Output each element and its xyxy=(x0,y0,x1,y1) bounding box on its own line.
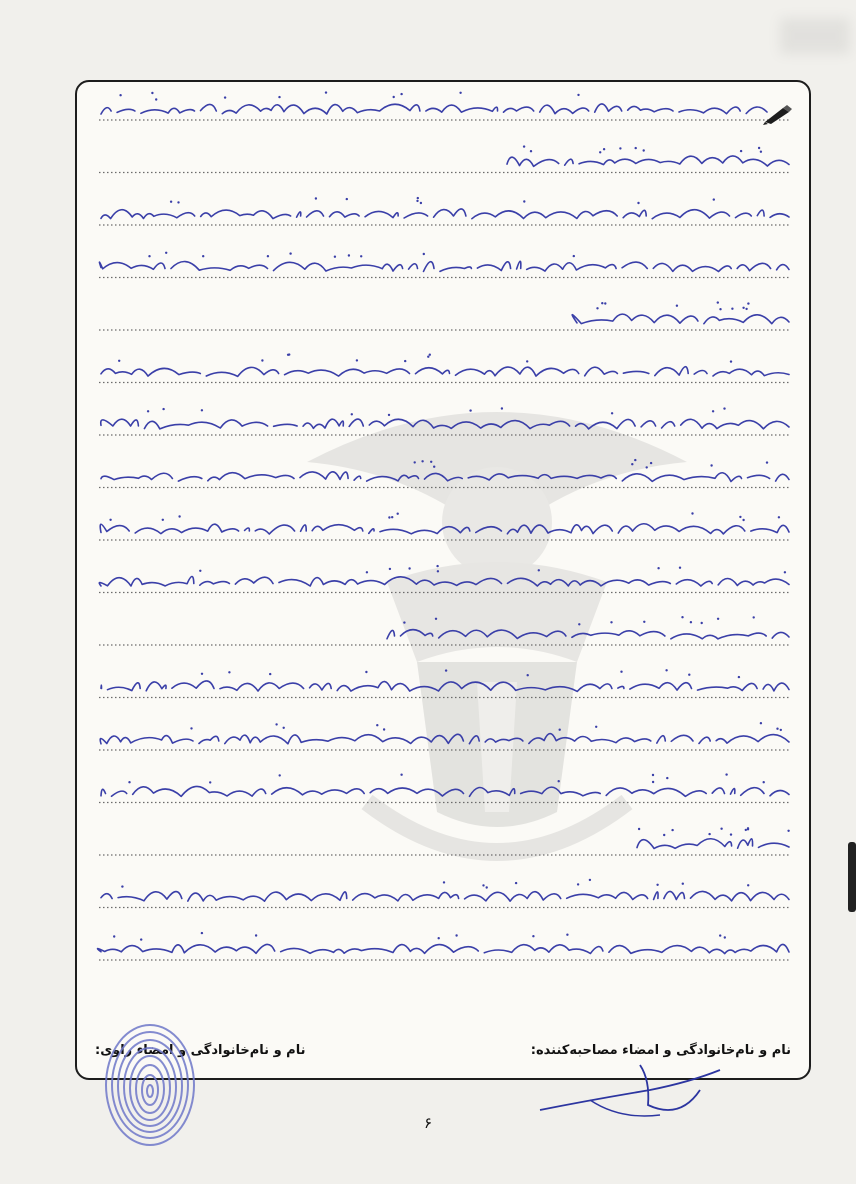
handwriting-dot xyxy=(603,148,605,150)
handwriting-dot xyxy=(631,463,633,465)
handwriting-dot xyxy=(421,460,423,462)
handwriting-dot xyxy=(155,98,157,100)
handwriting-dot xyxy=(420,202,422,204)
handwriting-dot xyxy=(635,147,637,149)
handwritten-line xyxy=(507,156,789,166)
handwriting-dot xyxy=(650,462,652,464)
handwriting-dot xyxy=(720,828,722,830)
handwriting-dot xyxy=(289,252,291,254)
handwriting-dot xyxy=(346,198,348,200)
handwriting-dot xyxy=(469,409,471,411)
handwriting-dot xyxy=(433,466,435,468)
handwriting-dot xyxy=(278,96,280,98)
handwriting-dot xyxy=(435,618,437,620)
handwriting-dot xyxy=(423,253,425,255)
handwriting-dot xyxy=(443,881,445,883)
handwriting-dot xyxy=(566,934,568,936)
handwriting-dot xyxy=(515,882,517,884)
handwriting-dot xyxy=(393,96,395,98)
handwriting-dot xyxy=(610,621,612,623)
handwriting-dot xyxy=(190,727,192,729)
handwriting-dot xyxy=(201,932,203,934)
handwriting-dot xyxy=(416,200,418,202)
handwriting-dot xyxy=(740,150,742,152)
handwriting-dot xyxy=(712,410,714,412)
handwritten-line xyxy=(101,786,789,796)
handwriting-dot xyxy=(255,934,257,936)
handwriting-dot xyxy=(417,197,419,199)
handwriting-dot xyxy=(717,618,719,620)
handwriting-dot xyxy=(747,302,749,304)
handwritten-line xyxy=(98,944,789,953)
handwriting-dot xyxy=(224,96,226,98)
handwriting-dot xyxy=(482,884,484,886)
handwriting-dot xyxy=(578,623,580,625)
handwriting-dot xyxy=(784,571,786,573)
handwritten-line xyxy=(95,261,789,271)
handwriting-dot xyxy=(601,302,603,304)
handwriting-dot xyxy=(376,724,378,726)
handwriting-dot xyxy=(148,255,150,257)
handwriting-dot xyxy=(577,883,579,885)
handwriting-dot xyxy=(199,570,201,572)
handwriting-dot xyxy=(679,567,681,569)
handwritten-line xyxy=(387,630,789,639)
handwriting-dot xyxy=(747,884,749,886)
handwritten-line xyxy=(101,367,789,377)
handwriting-dot xyxy=(118,360,120,362)
handwriting-dot xyxy=(596,307,598,309)
handwriting-dot xyxy=(408,567,410,569)
handwriting-dot xyxy=(719,308,721,310)
handwriting-dot xyxy=(638,828,640,830)
handwritten-line xyxy=(101,472,789,482)
handwriting-dot xyxy=(634,459,636,461)
handwriting-dot xyxy=(657,567,659,569)
handwriting-dot xyxy=(523,145,525,147)
handwriting-dot xyxy=(710,464,712,466)
handwriting-dot xyxy=(445,669,447,671)
handwriting-dot xyxy=(577,94,579,96)
handwriting-dot xyxy=(201,409,203,411)
handwriting-dot xyxy=(315,197,317,199)
handwriting-dot xyxy=(128,781,130,783)
handwriting-dot xyxy=(501,407,503,409)
handwriting-dot xyxy=(527,674,529,676)
handwriting-dot xyxy=(708,833,710,835)
handwriting-dot xyxy=(688,674,690,676)
handwriting-dot xyxy=(201,673,203,675)
handwriting-dot xyxy=(365,671,367,673)
handwriting-dot xyxy=(758,147,760,149)
handwriting-dot xyxy=(397,513,399,515)
handwriting-dot xyxy=(383,728,385,730)
handwriting-dot xyxy=(738,676,740,678)
handwriting-dot xyxy=(162,408,164,410)
handwriting-dot xyxy=(360,255,362,257)
handwriting-dot xyxy=(666,777,668,779)
handwriting-dot xyxy=(682,883,684,885)
handwriting-dot xyxy=(140,938,142,940)
handwritten-line xyxy=(101,419,789,429)
handwriting-dot xyxy=(356,359,358,361)
handwritten-line xyxy=(99,576,789,586)
handwriting-dot xyxy=(724,936,726,938)
pen-icon xyxy=(761,104,795,126)
handwriting-dot xyxy=(178,515,180,517)
handwriting-dot xyxy=(404,360,406,362)
handwriting-dot xyxy=(389,568,391,570)
handwriting-dot xyxy=(400,93,402,95)
handwriting-dot xyxy=(713,198,715,200)
handwritten-line xyxy=(100,734,789,744)
handwriting-dot xyxy=(652,781,654,783)
handwriting-dot xyxy=(731,308,733,310)
handwriting-dot xyxy=(391,516,393,518)
handwriting-dot xyxy=(637,202,639,204)
handwriting-dot xyxy=(646,466,648,468)
handwriting-dot xyxy=(351,413,353,415)
handwriting-dot xyxy=(121,885,123,887)
handwriting-dot xyxy=(719,934,721,936)
handwriting-dot xyxy=(228,671,230,673)
handwriting-dot xyxy=(717,301,719,303)
handwriting-dot xyxy=(165,252,167,254)
handwriting-dot xyxy=(604,302,606,304)
handwritten-line xyxy=(101,891,789,901)
handwriting-dot xyxy=(725,773,727,775)
handwriting-dot xyxy=(436,565,438,567)
handwriting-dot xyxy=(723,407,725,409)
scan-smudge xyxy=(780,18,850,54)
handwriting-dot xyxy=(403,621,405,623)
handwriting-dot xyxy=(109,519,111,521)
handwriting-dot xyxy=(745,829,747,831)
handwriting-dot xyxy=(538,569,540,571)
page-number: ۶ xyxy=(423,1114,433,1132)
handwriting-dot xyxy=(334,256,336,258)
handwriting-dot xyxy=(438,937,440,939)
handwriting-dot xyxy=(665,669,667,671)
narrator-signature-label: نام و نام‌خانوادگی و امضاء راوی: xyxy=(95,1042,306,1058)
handwriting-dot xyxy=(429,354,431,356)
handwriting-dot xyxy=(663,834,665,836)
interviewer-signature-label: نام و نام‌خانوادگی و امضاء مصاحبه‌کننده: xyxy=(530,1042,791,1058)
handwriting-dot xyxy=(730,833,732,835)
handwriting-dot xyxy=(459,92,461,94)
handwriting-dot xyxy=(427,356,429,358)
handwriting-dot xyxy=(691,512,693,514)
handwriting-dot xyxy=(656,884,658,886)
handwriting-dot xyxy=(690,621,692,623)
handwriting-dot xyxy=(599,151,601,153)
handwritten-line xyxy=(101,681,789,691)
handwriting-dot xyxy=(760,722,762,724)
handwritten-text xyxy=(77,82,811,1080)
handwriting-dot xyxy=(366,571,368,573)
handwriting-dot xyxy=(739,516,741,518)
handwriting-dot xyxy=(681,616,683,618)
handwriting-dot xyxy=(620,671,622,673)
handwriting-dot xyxy=(619,147,621,149)
handwriting-dot xyxy=(119,94,121,96)
handwriting-dot xyxy=(652,774,654,776)
handwriting-dot xyxy=(701,622,703,624)
handwriting-dot xyxy=(589,879,591,881)
handwriting-dot xyxy=(530,150,532,152)
handwriting-dot xyxy=(745,308,747,310)
handwriting-dot xyxy=(643,621,645,623)
handwriting-dot xyxy=(261,359,263,361)
handwriting-dot xyxy=(643,149,645,151)
handwriting-dot xyxy=(763,781,765,783)
handwriting-dot xyxy=(742,519,744,521)
handwritten-line xyxy=(100,524,789,534)
handwriting-dot xyxy=(170,201,172,203)
handwriting-dot xyxy=(267,255,269,257)
handwriting-dot xyxy=(202,255,204,257)
handwriting-dot xyxy=(388,516,390,518)
handwriting-dot xyxy=(766,461,768,463)
handwriting-dot xyxy=(671,829,673,831)
handwriting-dot xyxy=(611,412,613,414)
handwriting-dot xyxy=(151,92,153,94)
handwriting-dot xyxy=(275,723,277,725)
handwriting-dot xyxy=(595,726,597,728)
interview-form-frame xyxy=(75,80,811,1080)
handwriting-dot xyxy=(162,519,164,521)
handwriting-dot xyxy=(532,935,534,937)
handwriting-dot xyxy=(209,781,211,783)
handwriting-dot xyxy=(787,830,789,832)
handwriting-dot xyxy=(414,461,416,463)
handwritten-line xyxy=(101,209,789,219)
handwritten-signature xyxy=(530,1060,730,1130)
handwriting-dot xyxy=(400,774,402,776)
handwriting-dot xyxy=(742,307,744,309)
handwriting-dot xyxy=(279,774,281,776)
handwriting-dot xyxy=(113,935,115,937)
handwritten-line xyxy=(101,104,767,114)
handwriting-dot xyxy=(269,673,271,675)
handwriting-dot xyxy=(283,727,285,729)
handwriting-dot xyxy=(776,728,778,730)
handwriting-dot xyxy=(780,729,782,731)
binding-mark xyxy=(848,842,856,912)
handwritten-line xyxy=(637,839,789,849)
handwriting-dot xyxy=(455,934,457,936)
handwriting-dot xyxy=(730,360,732,362)
fingerprint-mark xyxy=(100,1020,200,1150)
handwriting-dot xyxy=(325,91,327,93)
handwriting-dot xyxy=(437,570,439,572)
handwriting-dot xyxy=(526,360,528,362)
handwriting-dot xyxy=(760,151,762,153)
handwriting-dot xyxy=(558,780,560,782)
handwriting-dot xyxy=(288,353,290,355)
handwriting-dot xyxy=(676,305,678,307)
handwritten-line xyxy=(571,314,789,324)
handwriting-dot xyxy=(430,461,432,463)
handwriting-dot xyxy=(573,255,575,257)
handwriting-dot xyxy=(486,886,488,888)
handwriting-dot xyxy=(753,616,755,618)
handwriting-dot xyxy=(523,200,525,202)
handwriting-dot xyxy=(348,254,350,256)
handwriting-dot xyxy=(388,414,390,416)
handwriting-dot xyxy=(747,827,749,829)
handwriting-dot xyxy=(559,729,561,731)
handwriting-dot xyxy=(778,516,780,518)
handwriting-dot xyxy=(147,410,149,412)
handwriting-dot xyxy=(177,201,179,203)
